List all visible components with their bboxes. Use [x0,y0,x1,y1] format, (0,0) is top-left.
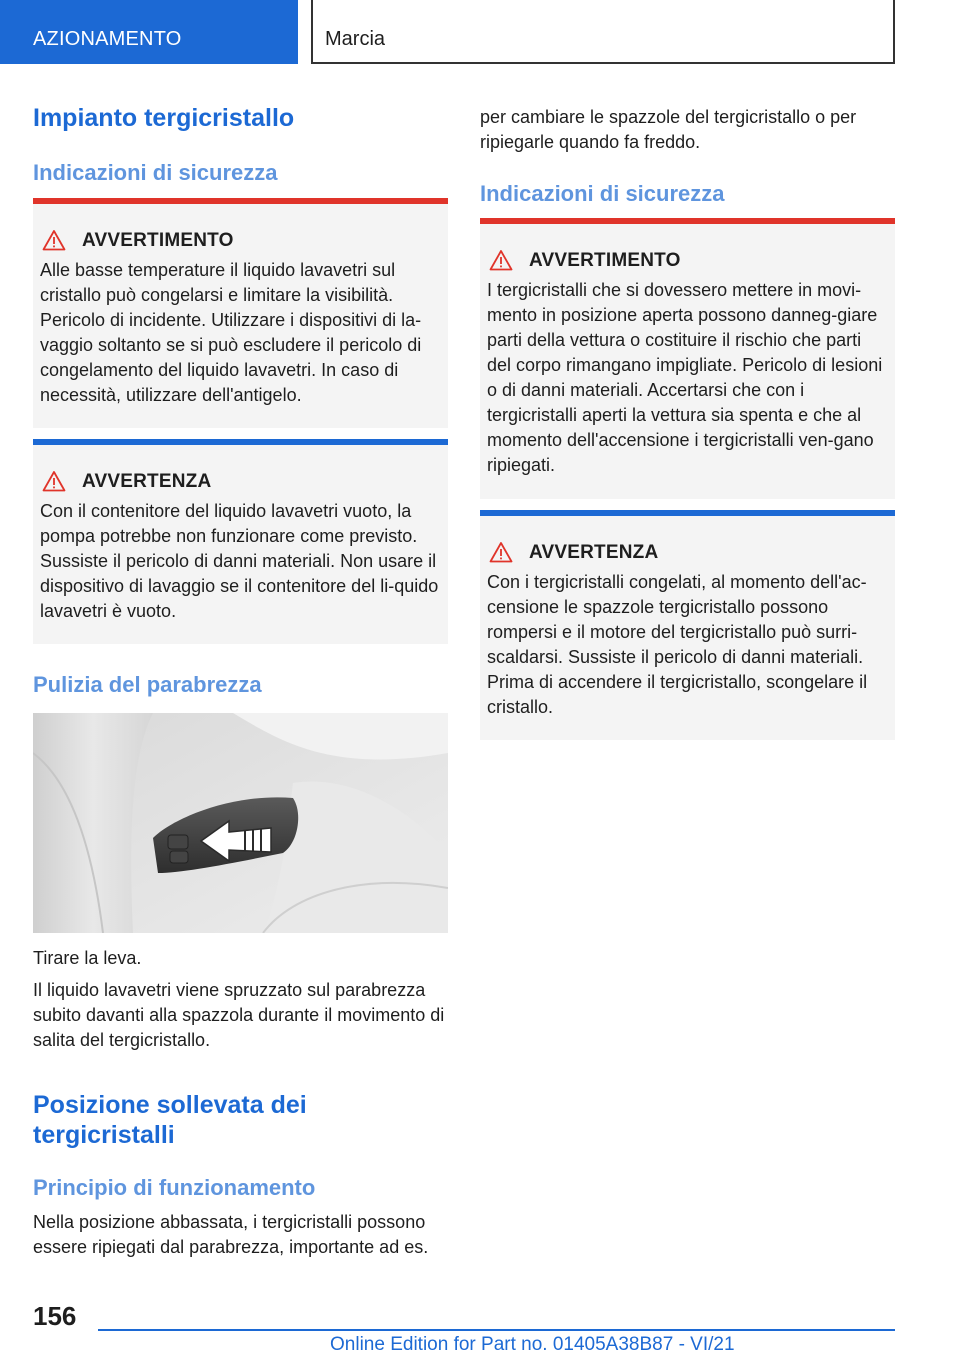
page-title: Impianto tergicristallo [33,104,295,132]
warning-label: AVVERTIMENTO [529,249,681,271]
warning-label: AVVERTIMENTO [82,229,234,251]
footer-edition: Online Edition for Part no. 01405A38B87 - VI/21 [330,1334,735,1355]
warning-triangle-icon [42,470,66,492]
notice-header [487,538,887,566]
step-2: Il liquido lavavetri viene spruzzato sul parabrezza subito davanti alla spazzola durante il movimento di salita del tergicristallo. [33,980,445,1050]
notice-header [40,467,440,495]
principle-text: Nella posizione abbassata, i tergicristalli possono essere ripiegati dal parabrezza, importante ad es. [33,1212,429,1257]
warning-box-avvertimento-right [480,218,895,499]
warning-triangle-icon [489,249,513,271]
warning-triangle-icon [489,541,513,563]
principle-subheading: Principio di funzionamento [33,1175,316,1200]
warning-text: I tergicristalli che si dovessero mettere in movi-mento in posizione aperta possono danneg-giare parti della vettura o costituire il rischio che parti del corpo rimangano impigliate. Pericolo di lesioni o di danni materiali. Accertarsi che con i tergicristalli aperti la vettura sia spenta e che al momento dell'accensione i tergicristalli ven-gano ripiegati. [487,280,883,475]
warning-text: Alle basse temperature il liquido lavavetri sul cristallo può congelarsi e limitare la visibilità. Pericolo di incidente. Utilizzare i dispositivi di la-vaggio soltanto se si può escludere il pericolo di congelamento del liquido lavavetri. In caso di necessità, utilizzare dell'antigelo. [40,260,422,405]
safety-subtitle-right: Indicazioni di sicurezza [480,181,725,206]
section-clean-heading: Pulizia del parabrezza [33,672,262,697]
wiper-lever-illustration [33,713,448,933]
notice-box-avvertenza [33,439,448,644]
step-1: Tirare la leva. [33,948,142,968]
warning-box-avvertimento [33,198,448,428]
notice-box-avvertenza-right [480,510,895,740]
notice-text: Con il contenitore del liquido lavavetri vuoto, la pompa potrebbe non funzionare come previsto. Sussiste il pericolo di danni materiali. Non usare il dispositivo di lavaggio se il contenitore del li-quido lavavetri è vuoto. [40,501,439,621]
warning-header [40,226,440,254]
warning-header [487,246,887,274]
page-number: 156 [33,1301,77,1331]
notice-label: AVVERTENZA [82,470,212,492]
wiper-lever-drawing [33,713,448,933]
continued-text: per cambiare le spazzole del tergicristallo o per ripiegarle quando fa freddo. [480,107,857,152]
notice-label: AVVERTENZA [529,541,659,563]
safety-subtitle: Indicazioni di sicurezza [33,160,278,185]
chapter-title: Marcia [325,28,386,50]
section-tab: AZIONAMENTO [0,0,298,64]
section-raised-heading: Posizione sollevata dei tergicristalli [33,1091,307,1149]
footer-rule [98,1329,895,1331]
warning-triangle-icon [42,229,66,251]
chapter-header [311,0,895,64]
notice-text: Con i tergicristalli congelati, al momento dell'ac-censione le spazzole tergicristallo possono rompersi e il motore del tergicristallo può surri-scaldarsi. Sussiste il pericolo di danni materiali. Prima di accendere il tergicristallo, scongelare il cristallo. [487,572,868,717]
